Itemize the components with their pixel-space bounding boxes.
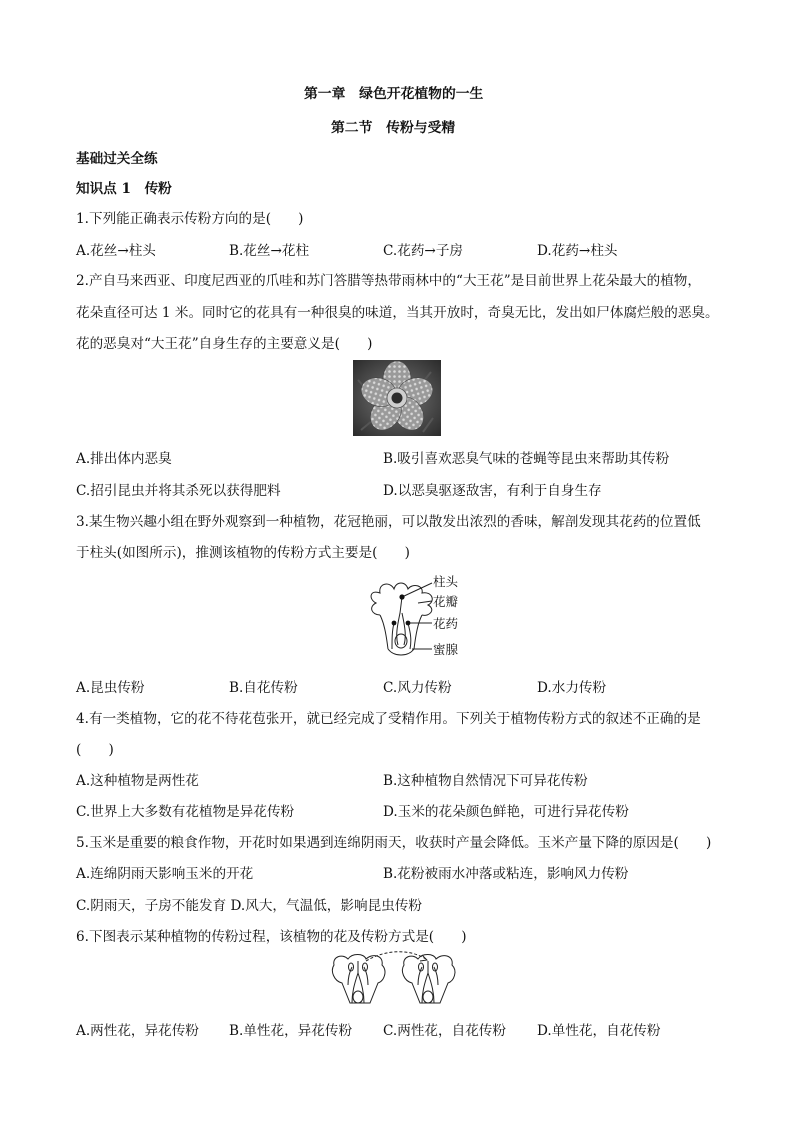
flower-structure-diagram <box>332 571 482 663</box>
question-3-stem-line-1: 3.某生物兴趣小组在野外观察到一种植物，花冠艳丽，可以散发出浓烈的香味，解剖发现其花药的位置低 <box>76 514 701 530</box>
question-4-stem-line-2: ( ) <box>76 742 114 758</box>
question-1-options <box>76 239 716 259</box>
question-6-options <box>76 1019 716 1039</box>
option-c: C.两性花，自花传粉 <box>383 1023 506 1039</box>
option-a: A.排出体内恶臭 <box>76 451 172 467</box>
option-d: D.花药→柱头 <box>537 243 618 259</box>
question-5-stem: 5.玉米是重要的粮食作物，开花时如果遇到连绵阴雨天，收获时产量会降低。玉米产量下降的原因是( ) <box>76 835 712 851</box>
question-3-options <box>76 676 716 696</box>
rafflesia-photo <box>353 360 441 436</box>
question-2-stem-line-3: 花的恶臭对“大王花”自身生存的主要意义是( ) <box>76 336 373 352</box>
question-2-stem-line-2: 花朵直径可达 1 米。同时它的花具有一种很臭的味道，当其开放时，奇臭无比，发出如尸体腐烂般的恶臭。 <box>76 305 719 321</box>
option-d: D.玉米的花朵颜色鲜艳，可进行异花传粉 <box>383 804 629 820</box>
question-4-options-row-1 <box>76 769 716 789</box>
knowledge-point-label: 知识点 1 传粉 <box>76 181 172 197</box>
option-b: B.花丝→花柱 <box>229 243 310 259</box>
option-d: D.单性花，自花传粉 <box>537 1023 661 1039</box>
option-c: C.招引昆虫并将其杀死以获得肥料 <box>76 483 281 499</box>
pollination-process-diagram <box>330 951 470 1009</box>
question-4-options-row-2 <box>76 800 716 820</box>
option-a: A.连绵阴雨天影响玉米的开花 <box>76 866 254 882</box>
chapter-title: 第一章 绿色开花植物的一生 <box>304 86 484 102</box>
question-4-stem-line-1: 4.有一类植物，它的花不待花苞张开，就已经完成了受精作用。下列关于植物传粉方式的叙述不正确的是 <box>76 711 701 727</box>
option-c: C.风力传粉 <box>383 680 452 696</box>
option-a: A.两性花，异花传粉 <box>76 1023 199 1039</box>
option-c: C.花药→子房 <box>383 243 464 259</box>
label-anther: 花药 <box>433 616 459 631</box>
option-c: C.世界上大多数有花植物是异花传粉 <box>76 804 295 820</box>
option-b: B.单性花，异花传粉 <box>229 1023 353 1039</box>
question-6-stem: 6.下图表示某种植物的传粉过程，该植物的花及传粉方式是( ) <box>76 929 467 945</box>
question-5-options-row-1 <box>76 862 716 882</box>
option-b: B.吸引喜欢恶臭气味的苍蝇等昆虫来帮助其传粉 <box>383 451 670 467</box>
label-stigma: 柱头 <box>433 574 459 589</box>
question-2-stem-line-1: 2.产自马来西亚、印度尼西亚的爪哇和苏门答腊等热带雨林中的“大王花”是目前世界上花朵最大的植物， <box>76 273 701 289</box>
question-3-stem-line-2: 于柱头(如图所示)，推测该植物的传粉方式主要是( ) <box>76 545 410 561</box>
question-2-options-row-1 <box>76 447 716 467</box>
option-a: A.花丝→柱头 <box>76 243 156 259</box>
question-2-options-row-2 <box>76 479 716 499</box>
option-b: B.花粉被雨水冲落或粘连，影响风力传粉 <box>383 866 629 882</box>
option-b: B.这种植物自然情况下可异花传粉 <box>383 773 588 789</box>
question-5-options-row-2: C.阴雨天，子房不能发育 D.风大，气温低，影响昆虫传粉 <box>76 898 422 914</box>
option-d: D.以恶臭驱逐敌害，有利于自身生存 <box>383 483 602 499</box>
option-a: A.昆虫传粉 <box>76 680 145 696</box>
practice-label: 基础过关全练 <box>76 151 158 167</box>
label-nectary: 蜜腺 <box>433 642 459 657</box>
option-a: A.这种植物是两性花 <box>76 773 199 789</box>
option-b: B.自花传粉 <box>229 680 298 696</box>
option-d: D.水力传粉 <box>537 680 607 696</box>
label-petal: 花瓣 <box>433 594 459 609</box>
section-title: 第二节 传粉与受精 <box>331 120 456 136</box>
question-1-stem: 1.下列能正确表示传粉方向的是( ) <box>76 211 304 227</box>
